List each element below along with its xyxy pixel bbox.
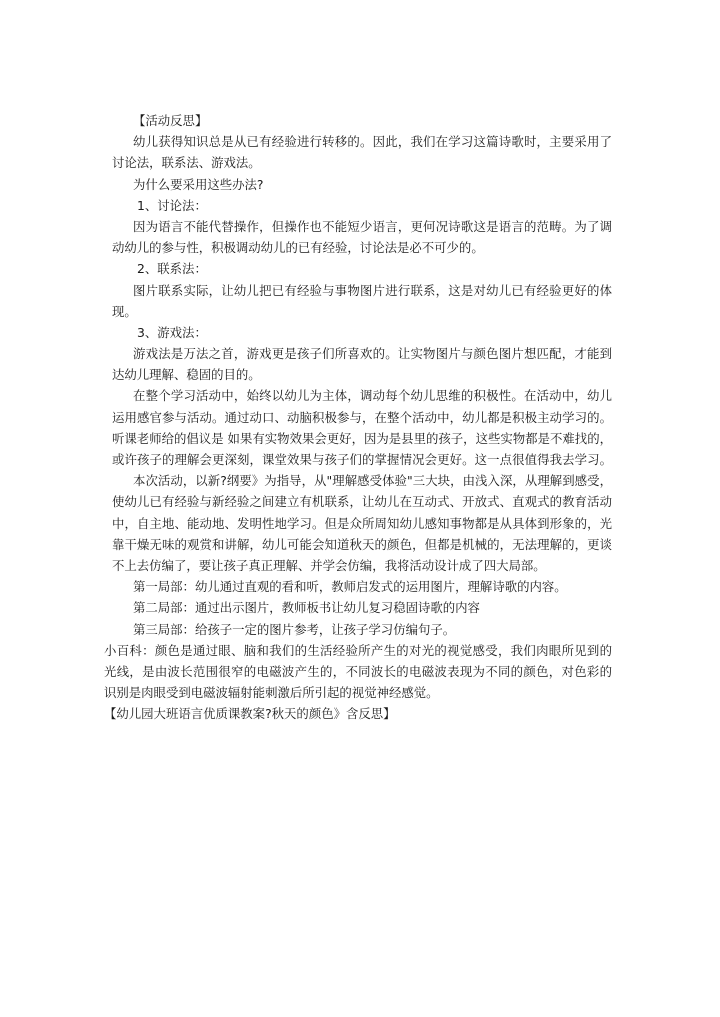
paragraph-line: 运用感官参与活动。通过动口、动脑积极参与，在整个活动中，幼儿都是积极主动学习的。 xyxy=(112,409,612,425)
paragraph-line: 幼儿获得知识总是从已有经验进行转移的。因此，我们在学习这篇诗歌时，主要采用了 xyxy=(133,134,612,150)
method-title: 1、讨论法： xyxy=(137,197,207,213)
part-line: 第一局部：幼儿通过直观的看和听，教师启发式的运用图片，理解诗歌的内容。 xyxy=(133,579,567,595)
paragraph-line: 图片联系实际，让幼儿把已有经验与事物图片进行联系，这是对幼儿已有经验更好的体 xyxy=(133,282,612,298)
paragraph-line: 讨论法，联系法、游戏法。 xyxy=(112,155,261,171)
paragraph-line: 或许孩子的理解会更深刻，课堂效果与孩子们的掌握情况会更好。这一点很值得我去学习。 xyxy=(112,452,612,467)
paragraph-line: 因为语言不能代替操作，但操作也不能短少语言，更何况诗歌这是语言的范畴。为了调 xyxy=(133,218,612,234)
paragraph-line: 动幼儿的参与性，积极调动幼儿的已有经验，讨论法是必不可少的。 xyxy=(112,240,484,256)
paragraph-line: 在整个学习活动中，始终以幼儿为主体，调动每个幼儿思维的积极性。在活动中，幼儿 xyxy=(133,388,612,404)
method-title: 3、游戏法： xyxy=(137,324,207,340)
paragraph-line: 现。 xyxy=(112,303,137,319)
document-body xyxy=(104,110,612,724)
paragraph-line: 达幼儿理解、稳固的目的。 xyxy=(112,367,261,383)
section-heading: 【活动反思】 xyxy=(133,113,208,128)
paragraph-line: 听课老师给的倡议是 如果有实物效果会更好，因为是县里的孩子，这些实物都是不难找的， xyxy=(112,430,612,446)
part-line: 第二局部：通过出示图片，教师板书让幼儿复习稳固诗歌的内容 xyxy=(133,600,480,616)
paragraph-line: 靠干燥无味的观赏和讲解，幼儿可能会知道秋天的颜色，但都是机械的，无法理解的，更谈 xyxy=(112,536,612,552)
encyclopedia-line: 识别是肉眼受到电磁波辐射能刺激后所引起的视觉神经感觉。 xyxy=(104,685,439,701)
paragraph-line: 不上去仿编了，要让孩子真正理解、并学会仿编，我将活动设计成了四大局部。 xyxy=(112,557,546,573)
encyclopedia-line: 光线，是由波长范围很窄的电磁波产生的，不同波长的电磁波表现为不同的颜色，对色彩的 xyxy=(104,663,612,679)
method-title: 2、联系法： xyxy=(137,261,207,277)
paragraph-line: 中，自主地、能动地、发明性地学习。但是众所周知幼儿感知事物都是从具体到形象的，光 xyxy=(112,515,612,531)
document-footer-title: 【幼儿园大班语言优质课教案?秋天的颜色》含反思】 xyxy=(104,706,396,722)
encyclopedia-line: 小百科：颜色是通过眼、脑和我们的生活经验所产生的对光的视觉感受，我们肉眼所见到的 xyxy=(104,642,612,658)
paragraph-line: 使幼儿已有经验与新经验之间建立有机联系，让幼儿在互动式、开放式、直观式的教育活动 xyxy=(112,494,612,510)
part-line: 第三局部：给孩子一定的图片参考，让孩子学习仿编句子。 xyxy=(133,621,456,637)
paragraph-line: 游戏法是万法之首，游戏更是孩子们所喜欢的。让实物图片与颜色图片想匹配，才能到 xyxy=(133,346,612,362)
question-line: 为什么要采用这些办法? xyxy=(133,176,264,192)
paragraph-line: 本次活动，以新?纲要》为指导，从"理解感受体验"三大块，由浅入深，从理解到感受， xyxy=(133,473,612,489)
